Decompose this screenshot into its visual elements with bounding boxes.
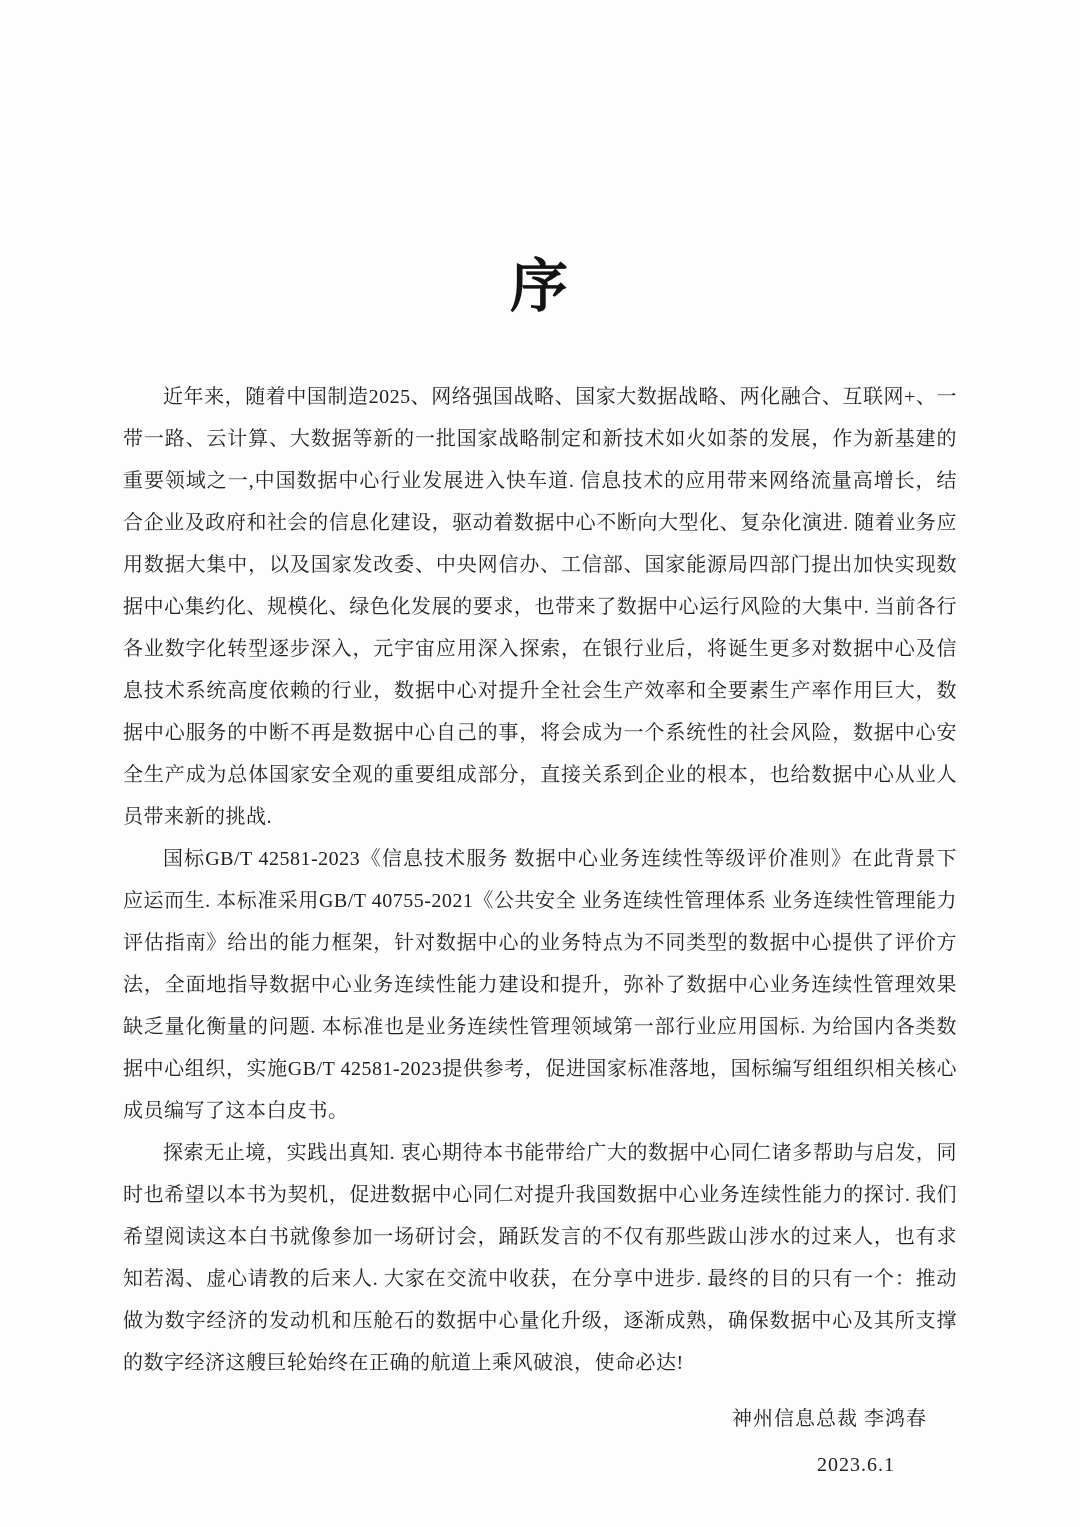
preface-paragraph: 国标GB/T 42581-2023《信息技术服务 数据中心业务连续性等级评价准则》在此背景下应运而生. 本标准采用GB/T 40755-2021《公共安全 业务连续性管理体系 业务连续性管理能力评估指南》给出的能力框架，针对数据中心的业务特点为不同类型的数据中心提供了评价方法，全面地指导数据中心业务连续性能力建设和提升，弥补了数据中心业务连续性管理效果缺乏量化衡量的问题. 本标准也是业务连续性管理领域第一部行业应用国标. 为给国内各类数据中心组织，实施GB/T 42581-2023提供参考，促进国家标准落地，国标编写组组织相关核心成员编写了这本白皮书。 xyxy=(123,847,957,1122)
preface-paragraph: 探索无止境，实践出真知. 衷心期待本书能带给广大的数据中心同仁诸多帮助与启发，同时也希望以本书为契机，促进数据中心同仁对提升我国数据中心业务连续性能力的探讨. 我们希望阅读这本白书就像参加一场研讨会，踊跃发言的不仅有那些跋山涉水的过来人，也有求知若渴、虚心请教的后来人. 大家在交流中收获，在分享中进步. 最终的目的只有一个：推动做为数字经济的发动机和压舱石的数据中心量化升级，逐渐成熟，确保数据中心及其所支撑的数字经济这艘巨轮始终在正确的航道上乘风破浪，使命必达! xyxy=(123,1141,957,1374)
signature: 神州信息总裁 李鸿春 xyxy=(732,1407,927,1430)
preface-paragraph: 近年来，随着中国制造2025、网络强国战略、国家大数据战略、两化融合、互联网+、一带一路、云计算、大数据等新的一批国家战略制定和新技术如火如荼的发展，作为新基建的重要领域之一,中国数据中心行业发展进入快车道. 信息技术的应用带来网络流量高增长，结合企业及政府和社会的信息化建设，驱动着数据中心不断向大型化、复杂化演进. 随着业务应用数据大集中，以及国家发改委、中央网信办、工信部、国家能源局四部门提出加快实现数据中心集约化、规模化、绿色化发展的要求，也带来了数据中心运行风险的大集中. 当前各行各业数字化转型逐步深入，元宇宙应用深入探索，在银行业后，将诞生更多对数据中心及信息技术系统高度依赖的行业，数据中心对提升全社会生产效率和全要素生产率作用巨大，数据中心服务的中断不再是数据中心自己的事，将会成为一个系统性的社会风险，数据中心安全生产成为总体国家安全观的重要组成部分，直接关系到企业的根本，也给数据中心从业人员带来新的挑战. xyxy=(123,385,957,828)
preface-body xyxy=(123,376,957,1384)
date: 2023.6.1 xyxy=(817,1453,895,1476)
signature-block xyxy=(123,1398,957,1486)
page-title: 序 xyxy=(509,254,570,319)
